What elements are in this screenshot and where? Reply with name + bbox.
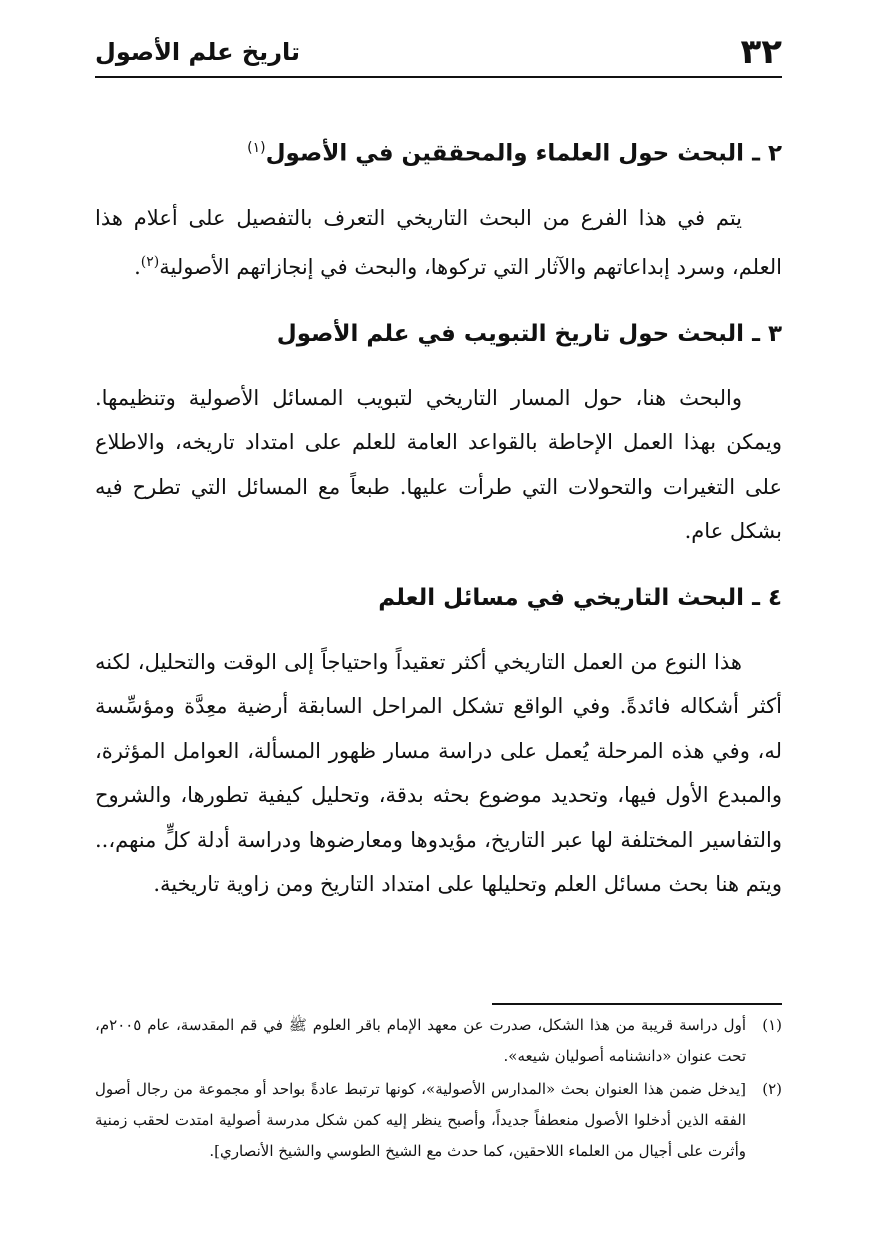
footnotes <box>95 1010 782 1169</box>
section-heading-2-text: ٢ ـ البحث حول العلماء والمحققين في الأصول <box>265 140 782 167</box>
footnote-ref-1[interactable]: (١) <box>247 140 266 156</box>
section-paragraph-2-text: يتم في هذا الفرع من البحث التاريخي التعرف بالتفصيل على أعلام هذا العلم، وسرد إبداعاتهم والآثار التي تركوها، والبحث في إنجازاتهم الأصولية <box>95 205 782 280</box>
footnote-divider <box>492 1003 782 1005</box>
section-heading-2 <box>95 128 782 174</box>
footnote-number: (٢) <box>762 1080 782 1098</box>
page-header <box>95 28 782 78</box>
section-heading-3: ٣ ـ البحث حول تاريخ التبويب في علم الأصول <box>276 320 782 347</box>
section-paragraph-2 <box>95 196 782 290</box>
section-paragraph-2-end: . <box>134 255 141 280</box>
footnote-text: أول دراسة قريبة من هذا الشكل، صدرت عن معهد الإمام باقر العلوم ﷺ في قم المقدسة، عام ٢٠٠٥م، تحت عنوان «دانشنامه أصوليان شيعه». <box>95 1016 746 1065</box>
footnote-ref-2[interactable]: (٢) <box>140 254 160 271</box>
footnote-text: [يدخل ضمن هذا العنوان بحث «المدارس الأصولية»، كونها ترتبط عادةً بواحد أو مجموعة من رجال أصول الفقه الذين أدخلوا الأصول منعطفاً جديداً، وأصبح ينظر إليه كمن شكل مدرسة أصولية امتدت لحقب زمنية وأثرت على أجيال من العلماء اللاحقين، كما حدث مع الشيخ الطوسي والشيخ الأنصاري]. <box>95 1080 746 1160</box>
main-text <box>95 110 782 931</box>
running-title: تاريخ علم الأصول <box>95 38 301 66</box>
page-number: ٣٢ <box>740 32 782 72</box>
footnote-1 <box>95 1010 782 1072</box>
footnote-2 <box>95 1074 782 1167</box>
section-heading-4: ٤ ـ البحث التاريخي في مسائل العلم <box>378 584 782 611</box>
section-paragraph-4: هذا النوع من العمل التاريخي أكثر تعقيداً واحتياجاً إلى الوقت والتحليل، لكنه أكثر أشكاله فائدةً. وفي الواقع تشكل المراحل السابقة أرضية معِدَّة ومؤسِّسة له، وفي هذه المرحلة يُعمل على دراسة مسار ظهور المسألة، العوامل المؤثرة، والمبدع الأول فيها، وتحديد موضوع بحثه بدقة، وتحليل كيفية تطورها، والشروح والتفاسير المختلفة لها عبر التاريخ، مؤيدوها ومعارضوها ودراسة أدلة كلٍّ منهم،.. ويتم هنا بحث مسائل العلم وتحليلها على امتداد التاريخ ومن زاوية تاريخية. <box>95 649 782 897</box>
footnote-number: (١) <box>762 1016 782 1034</box>
section-paragraph-3: والبحث هنا، حول المسار التاريخي لتبويب المسائل الأصولية وتنظيمها. ويمكن بهذا العمل الإحاطة بالقواعد العامة للعلم على امتداد تاريخه، والاطلاع على التغيرات والتحولات التي طرأت عليها. طبعاً مع المسائل التي تطرح فيه بشكل عام. <box>95 385 782 544</box>
